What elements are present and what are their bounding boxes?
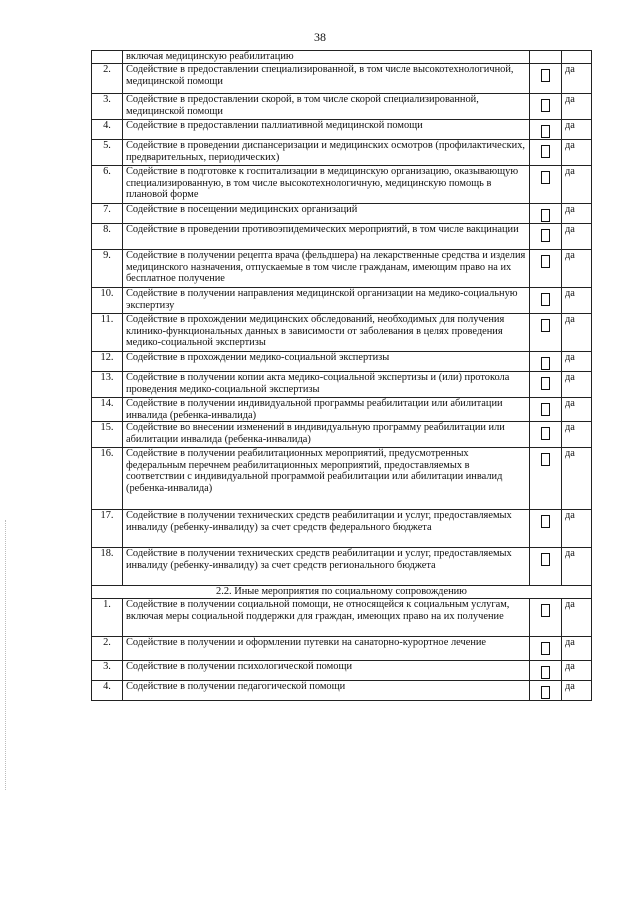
checkbox[interactable] [541, 403, 550, 416]
row-answer: да [562, 250, 592, 288]
table-row [92, 64, 592, 94]
row-text: Содействие в подготовке к госпитализации в медицинскую организацию, оказывающую специализированную, в том числе высокотехнологичную, медицинскую помощь в плановой форме [123, 166, 530, 204]
row-number: 1. [92, 599, 123, 637]
row-number: 16. [92, 448, 123, 510]
margin-mark [5, 520, 7, 790]
table-row [92, 140, 592, 166]
row-checkbox-cell [530, 250, 562, 288]
services-table [91, 50, 592, 701]
row-text: Содействие в получении направления медицинской организации на медико-социальную экспертизу [123, 288, 530, 314]
checkbox[interactable] [541, 377, 550, 390]
row-answer: да [562, 510, 592, 548]
checkbox[interactable] [541, 125, 550, 138]
row-number: 14. [92, 398, 123, 422]
row-answer: да [562, 599, 592, 637]
row-text: Содействие в получении рецепта врача (фельдшера) на лекарственные средства и изделия медицинского назначения, отпускаемые в том числе гражданам, имеющим право на их бесплатное получение [123, 250, 530, 288]
table-row [92, 120, 592, 140]
row-answer: да [562, 288, 592, 314]
table-row [92, 448, 592, 510]
checkbox[interactable] [541, 553, 550, 566]
table-row [92, 510, 592, 548]
row-number: 13. [92, 372, 123, 398]
row-number: 15. [92, 422, 123, 448]
row-checkbox-cell [530, 314, 562, 352]
section-row [92, 586, 592, 599]
row-answer: да [562, 352, 592, 372]
row-text: Содействие в получении реабилитационных мероприятий, предусмотренных федеральным перечнем реабилитационных мероприятий, предоставляемых в соответствии с индивидуальной программой реабилитации или абилитации инвалид (ребенка-инвалида) [123, 448, 530, 510]
checkbox[interactable] [541, 99, 550, 112]
checkbox[interactable] [541, 69, 550, 82]
table-row [92, 250, 592, 288]
row-text: Содействие в получении психологической помощи [123, 661, 530, 681]
section-title: 2.2. Иные мероприятия по социальному сопровождению [92, 586, 592, 599]
row-text: Содействие в получении технических средств реабилитации и услуг, предоставляемых инвалиду (ребенку-инвалиду) за счет средств регионального бюджета [123, 548, 530, 586]
checkbox[interactable] [541, 357, 550, 370]
row-checkbox-cell [530, 288, 562, 314]
row-checkbox-cell [530, 681, 562, 701]
row-number: 3. [92, 94, 123, 120]
row-number [92, 51, 123, 64]
row-number: 17. [92, 510, 123, 548]
table-row [92, 166, 592, 204]
row-number: 8. [92, 224, 123, 250]
row-answer: да [562, 64, 592, 94]
row-text: Содействие в предоставлении паллиативной медицинской помощи [123, 120, 530, 140]
table-row [92, 661, 592, 681]
checkbox[interactable] [541, 145, 550, 158]
row-checkbox-cell [530, 352, 562, 372]
row-checkbox-cell [530, 224, 562, 250]
row-checkbox-cell [530, 51, 562, 64]
row-text: Содействие в получении и оформлении путевки на санаторно-курортное лечение [123, 637, 530, 661]
table-row [92, 548, 592, 586]
row-text: включая медицинскую реабилитацию [123, 51, 530, 64]
row-number: 4. [92, 120, 123, 140]
row-answer: да [562, 314, 592, 352]
checkbox[interactable] [541, 319, 550, 332]
row-number: 12. [92, 352, 123, 372]
row-checkbox-cell [530, 140, 562, 166]
row-answer: да [562, 448, 592, 510]
row-checkbox-cell [530, 64, 562, 94]
row-answer: да [562, 637, 592, 661]
checkbox[interactable] [541, 255, 550, 268]
row-answer: да [562, 140, 592, 166]
row-checkbox-cell [530, 120, 562, 140]
checkbox[interactable] [541, 515, 550, 528]
row-number: 2. [92, 637, 123, 661]
table-row [92, 94, 592, 120]
row-answer: да [562, 548, 592, 586]
checkbox[interactable] [541, 293, 550, 306]
row-text: Содействие в проведении диспансеризации и медицинских осмотров (профилактических, предварительных, периодических) [123, 140, 530, 166]
row-answer: да [562, 422, 592, 448]
row-checkbox-cell [530, 548, 562, 586]
checkbox[interactable] [541, 453, 550, 466]
checkbox[interactable] [541, 604, 550, 617]
table-row [92, 288, 592, 314]
row-text: Содействие во внесении изменений в индивидуальную программу реабилитации или абилитации инвалида (ребенка-инвалида) [123, 422, 530, 448]
row-checkbox-cell [530, 637, 562, 661]
table-row [92, 204, 592, 224]
checkbox[interactable] [541, 209, 550, 222]
table-row [92, 224, 592, 250]
row-answer: да [562, 224, 592, 250]
row-checkbox-cell [530, 372, 562, 398]
row-checkbox-cell [530, 204, 562, 224]
row-answer: да [562, 661, 592, 681]
row-number: 5. [92, 140, 123, 166]
table-row [92, 372, 592, 398]
row-text: Содействие в получении копии акта медико-социальной экспертизы и (или) протокола проведения медико-социальной экспертизы [123, 372, 530, 398]
row-number: 10. [92, 288, 123, 314]
row-answer: да [562, 166, 592, 204]
row-checkbox-cell [530, 661, 562, 681]
checkbox[interactable] [541, 666, 550, 679]
row-number: 11. [92, 314, 123, 352]
checkbox[interactable] [541, 642, 550, 655]
checkbox[interactable] [541, 686, 550, 699]
row-text: Содействие в получении технических средств реабилитации и услуг, предоставляемых инвалиду (ребенку-инвалиду) за счет средств федерального бюджета [123, 510, 530, 548]
row-text: Содействие в предоставлении специализированной, в том числе высокотехнологичной, медицинской помощи [123, 64, 530, 94]
table-row [92, 51, 592, 64]
row-number: 9. [92, 250, 123, 288]
row-answer: да [562, 372, 592, 398]
row-answer: да [562, 398, 592, 422]
row-text: Содействие в прохождении медицинских обследований, необходимых для получения клинико-функциональных данных в зависимости от заболевания в целях проведения медико-социальной экспертизы [123, 314, 530, 352]
table-row [92, 352, 592, 372]
row-checkbox-cell [530, 398, 562, 422]
checkbox[interactable] [541, 229, 550, 242]
row-text: Содействие в проведении противоэпидемических мероприятий, в том числе вакцинации [123, 224, 530, 250]
row-checkbox-cell [530, 422, 562, 448]
table-row [92, 681, 592, 701]
row-answer: да [562, 94, 592, 120]
table-row [92, 637, 592, 661]
row-number: 2. [92, 64, 123, 94]
row-text: Содействие в посещении медицинских организаций [123, 204, 530, 224]
row-text: Содействие в предоставлении скорой, в том числе скорой специализированной, медицинской помощи [123, 94, 530, 120]
checkbox[interactable] [541, 427, 550, 440]
table-row [92, 398, 592, 422]
row-text: Содействие в получении социальной помощи, не относящейся к социальным услугам, включая меры социальной поддержки для граждан, имеющих право на их получение [123, 599, 530, 637]
row-number: 18. [92, 548, 123, 586]
table-row [92, 314, 592, 352]
row-number: 7. [92, 204, 123, 224]
checkbox[interactable] [541, 171, 550, 184]
table-row [92, 599, 592, 637]
row-answer: да [562, 120, 592, 140]
row-text: Содействие в прохождении медико-социальной экспертизы [123, 352, 530, 372]
row-number: 6. [92, 166, 123, 204]
row-text: Содействие в получении педагогической помощи [123, 681, 530, 701]
row-checkbox-cell [530, 94, 562, 120]
row-answer: да [562, 204, 592, 224]
row-text: Содействие в получении индивидуальной программы реабилитации или абилитации инвалида (ребенка-инвалида) [123, 398, 530, 422]
row-checkbox-cell [530, 599, 562, 637]
row-checkbox-cell [530, 448, 562, 510]
row-answer [562, 51, 592, 64]
row-checkbox-cell [530, 510, 562, 548]
row-answer: да [562, 681, 592, 701]
page-number: 38 [314, 30, 326, 44]
table-row [92, 422, 592, 448]
row-number: 4. [92, 681, 123, 701]
row-number: 3. [92, 661, 123, 681]
row-checkbox-cell [530, 166, 562, 204]
